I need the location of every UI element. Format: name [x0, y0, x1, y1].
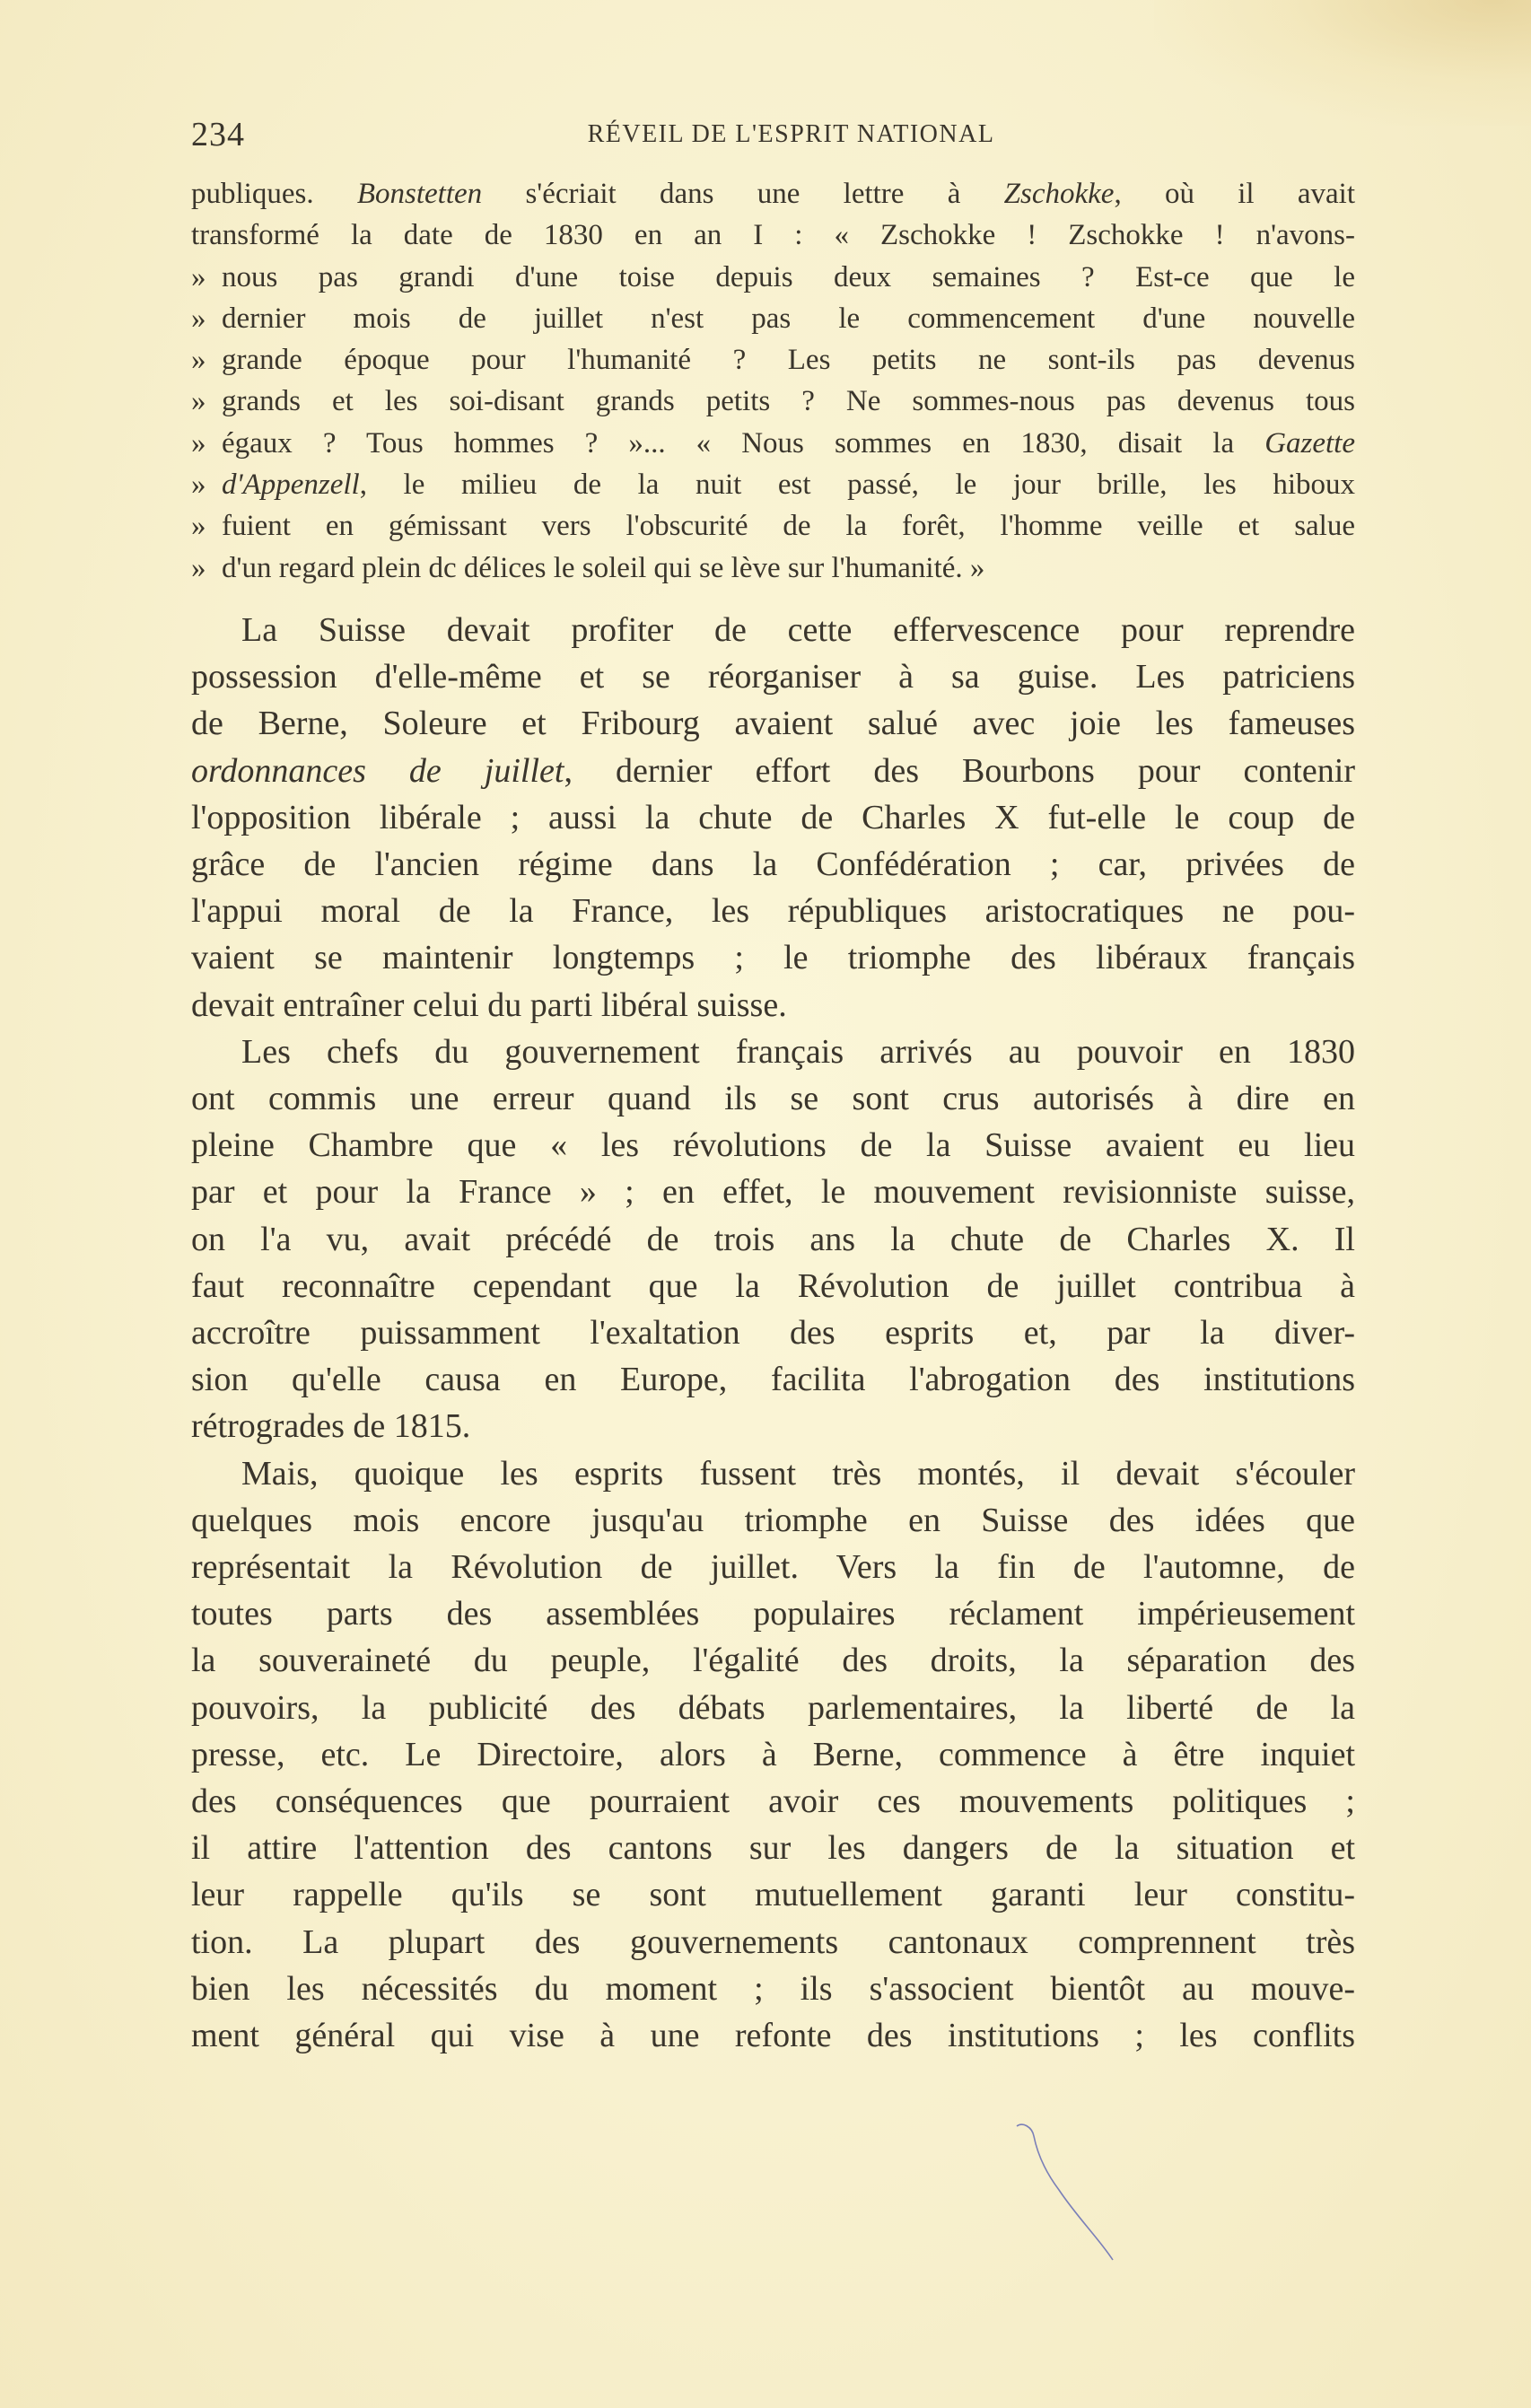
text-run: il attire l'attention des cantons sur les dangers de la situation et	[191, 1829, 1355, 1868]
paragraph	[191, 607, 1355, 1029]
guillemet-continuation-mark: »	[191, 385, 206, 418]
text-run: devait entraîner celui du parti libéral suisse.	[191, 985, 787, 1024]
text-run: d'un regard plein dc délices le soleil qui se lève sur l'humanité. »	[222, 551, 985, 584]
pen-stroke	[1017, 2124, 1113, 2260]
text-line	[191, 1966, 1355, 2012]
quote-line	[191, 298, 1355, 339]
text-run: des conséquences que pourraient avoir ces mouvements politiques ;	[191, 1782, 1355, 1821]
text-run: quelques mois encore jusqu'au triomphe en Suisse des idées que	[191, 1501, 1355, 1539]
text-line	[191, 1356, 1355, 1403]
text-run: s'écriait dans une lettre à	[482, 178, 1004, 210]
quotation-block	[191, 173, 1355, 589]
quote-line	[191, 464, 1355, 505]
text-line	[191, 934, 1355, 981]
text-line	[191, 748, 1355, 794]
text-run: Mais, quoique les esprits fussent très montés, il devait s'écouler	[241, 1454, 1355, 1493]
text-run: , le milieu de la nuit est passé, le jour brille, les hiboux	[359, 468, 1355, 502]
text-run: par et pour la France » ; en effet, le mouvement revisionniste suisse,	[191, 1173, 1355, 1212]
page-number: 234	[191, 116, 245, 153]
text-line	[191, 1169, 1355, 1215]
text-line	[191, 1216, 1355, 1263]
text-run: représentait la Révolution de juillet. Vers la fin de l'automne, de	[191, 1548, 1355, 1587]
paragraph	[191, 1029, 1355, 1450]
text-line	[191, 1919, 1355, 1966]
text-run: , où il avait	[1114, 178, 1356, 210]
text-run: pouvoirs, la publicité des débats parlementaires, la liberté de la	[191, 1688, 1355, 1727]
italic-text: Gazette	[1264, 426, 1355, 460]
text-run: ont commis une erreur quand ils se sont crus autorisés à dire en	[191, 1080, 1355, 1117]
guillemet-continuation-mark: »	[191, 468, 206, 502]
text-run: on l'a vu, avait précédé de trois ans la chute de Charles X. Il	[191, 1220, 1355, 1258]
running-title: RÉVEIL DE L'ESPRIT NATIONAL	[587, 120, 995, 148]
guillemet-continuation-mark: »	[191, 344, 206, 377]
quote-line	[191, 505, 1355, 547]
guillemet-continuation-mark: »	[191, 302, 206, 335]
text-line	[191, 1497, 1355, 1544]
text-run: égaux ? Tous hommes ? »... « Nous sommes en 1830, disait la	[222, 426, 1265, 460]
text-run: ment général qui vise à une refonte des institutions ; les conflits	[191, 2017, 1355, 2055]
text-run: dernier mois de juillet n'est pas le commencement d'une nouvelle	[222, 302, 1355, 335]
text-line	[191, 794, 1355, 841]
text-line	[191, 1871, 1355, 1918]
text-run: pleine Chambre que « les révolutions de la Suisse avaient eu lieu	[191, 1126, 1355, 1165]
text-run: presse, etc. Le Directoire, alors à Berne, commence à être inquiet	[191, 1735, 1355, 1773]
text-run: Les chefs du gouvernement français arrivés au pouvoir en 1830	[241, 1032, 1355, 1071]
quote-line	[191, 257, 1355, 298]
text-line	[191, 1403, 1355, 1449]
italic-text: Bonstetten	[356, 178, 483, 210]
italic-text: Zschokke	[1003, 178, 1115, 210]
text-run: nous pas grandi d'une toise depuis deux semaines ? Est-ce que le	[222, 260, 1355, 293]
text-line	[191, 607, 1355, 653]
text-line	[191, 1685, 1355, 1731]
text-line	[191, 888, 1355, 934]
text-line	[191, 1778, 1355, 1825]
text-run: transformé la date de 1830 en an I : « Zschokke ! Zschokke ! n'avons-	[191, 219, 1355, 252]
text-run: accroître puissamment l'exaltation des esprits et, par la diver-	[191, 1314, 1355, 1353]
text-run: vaient se maintenir longtemps ; le triomphe des libéraux français	[191, 939, 1355, 977]
italic-text: ordonnances de juillet	[191, 751, 564, 790]
text-line	[191, 982, 1355, 1029]
guillemet-continuation-mark: »	[191, 510, 206, 543]
text-line	[191, 841, 1355, 888]
quote-line	[191, 381, 1355, 422]
text-line	[191, 1450, 1355, 1497]
text-line	[191, 1309, 1355, 1356]
guillemet-continuation-mark: »	[191, 260, 206, 293]
text-run: tion. La plupart des gouvernements cantonaux comprennent très	[191, 1922, 1355, 1961]
text-run: fuient en gémissant vers l'obscurité de la forêt, l'homme veille et salue	[222, 510, 1355, 543]
text-run: La Suisse devait profiter de cette effervescence pour reprendre	[241, 610, 1355, 649]
text-line	[191, 1544, 1355, 1590]
quote-line	[191, 339, 1355, 381]
text-line	[191, 2012, 1355, 2059]
quote-line	[191, 423, 1355, 464]
text-run: grands et les soi-disant grands petits ? Ne sommes-nous pas devenus tous	[222, 385, 1355, 418]
body-text	[191, 607, 1355, 2059]
text-line	[191, 1637, 1355, 1684]
quote-line	[191, 547, 1355, 589]
text-line	[191, 1263, 1355, 1309]
text-run: publiques.	[191, 178, 357, 210]
text-run: l'appui moral de la France, les républiques aristocratiques ne pou-	[191, 892, 1355, 931]
quote-line	[191, 173, 1355, 215]
text-line	[191, 700, 1355, 747]
text-line	[191, 1122, 1355, 1169]
text-run: grande époque pour l'humanité ? Les petits ne sont-ils pas devenus	[222, 344, 1355, 377]
text-line	[191, 1825, 1355, 1871]
book-page	[191, 115, 1355, 2059]
guillemet-continuation-mark: »	[191, 551, 206, 584]
paper-stain	[1154, 0, 1531, 126]
text-run: rétrogrades de 1815.	[191, 1407, 471, 1446]
text-run: , dernier effort des Bourbons pour contenir	[564, 751, 1355, 790]
text-line	[191, 653, 1355, 700]
quote-line	[191, 215, 1355, 256]
text-run: sion qu'elle causa en Europe, facilita l'abrogation des institutions	[191, 1361, 1355, 1399]
text-line	[191, 1029, 1355, 1075]
text-run: grâce de l'ancien régime dans la Confédération ; car, privées de	[191, 845, 1355, 883]
italic-text: d'Appenzell	[222, 468, 360, 502]
text-run: la souveraineté du peuple, l'égalité des droits, la séparation des	[191, 1642, 1355, 1680]
text-run: bien les nécessités du moment ; ils s'associent bientôt au mouve-	[191, 1969, 1355, 2008]
text-run: toutes parts des assemblées populaires réclament impérieusement	[191, 1595, 1355, 1633]
running-head	[191, 115, 1355, 169]
text-line	[191, 1075, 1355, 1122]
text-line	[191, 1731, 1355, 1778]
text-line	[191, 1590, 1355, 1637]
text-run: possession d'elle-même et se réorganiser à sa guise. Les patriciens	[191, 658, 1355, 696]
text-run: l'opposition libérale ; aussi la chute de Charles X fut-elle le coup de	[191, 798, 1355, 836]
paragraph	[191, 1450, 1355, 2060]
text-run: de Berne, Soleure et Fribourg avaient salué avec joie les fameuses	[191, 705, 1355, 743]
text-run: leur rappelle qu'ils se sont mutuellement garanti leur constitu-	[191, 1876, 1355, 1914]
text-run: faut reconnaître cependant que la Révolution de juillet contribua à	[191, 1266, 1355, 1305]
guillemet-continuation-mark: »	[191, 426, 206, 460]
